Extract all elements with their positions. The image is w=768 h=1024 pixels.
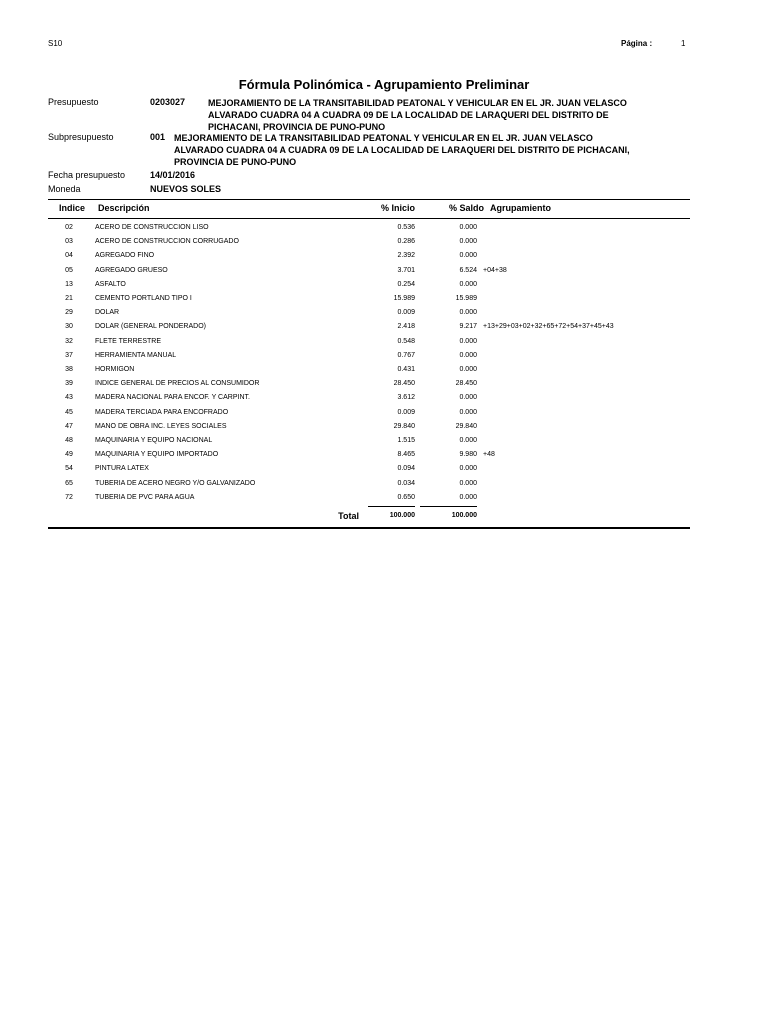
presupuesto-line: MEJORAMIENTO DE LA TRANSITABILIDAD PEATONAL Y VEHICULAR EN EL JR. JUAN VELASCO	[208, 98, 627, 108]
table-row	[0, 437, 768, 451]
row-indice: 32	[65, 337, 73, 345]
row-agrupamiento: +04+38	[483, 266, 507, 274]
row-indice: 47	[65, 422, 73, 430]
row-saldo: 0.000	[459, 337, 477, 345]
table-row	[0, 267, 768, 281]
row-indice: 37	[65, 351, 73, 359]
row-saldo: 28.450	[455, 380, 477, 388]
total-inicio: 100.000	[389, 512, 415, 519]
row-indice: 49	[65, 451, 73, 459]
row-saldo: 0.000	[459, 366, 477, 373]
row-inicio: 0.286	[397, 238, 415, 246]
moneda-value: NUEVOS SOLES	[150, 184, 222, 194]
row-descripcion: AGREGADO FINO	[95, 252, 155, 260]
row-saldo: 29.840	[455, 422, 477, 430]
row-saldo: 0.000	[459, 493, 477, 501]
col-header-inicio: % Inicio	[380, 203, 415, 213]
row-saldo: 0.000	[459, 408, 477, 416]
row-indice: 54	[65, 465, 73, 473]
row-descripcion: MAQUINARIA Y EQUIPO NACIONAL	[95, 437, 213, 444]
row-saldo: 0.000	[459, 465, 477, 473]
row-inicio: 2.392	[397, 252, 415, 260]
table-row	[0, 309, 768, 323]
row-indice: 29	[65, 309, 73, 317]
table-row	[0, 281, 768, 295]
moneda-label: Moneda	[48, 184, 81, 194]
report-title: Fórmula Polinómica - Agrupamiento Preliminar	[238, 77, 530, 92]
row-inicio: 1.515	[397, 437, 415, 444]
col-header-saldo: % Saldo	[448, 203, 484, 213]
row-saldo: 0.000	[459, 351, 477, 359]
row-descripcion: HERRAMIENTA MANUAL	[95, 351, 177, 359]
table-row	[0, 338, 768, 352]
row-indice: 03	[65, 238, 73, 246]
row-indice: 65	[65, 479, 73, 487]
row-descripcion: MADERA TERCIADA PARA ENCOFRADO	[95, 408, 229, 416]
row-descripcion: MANO DE OBRA INC. LEYES SOCIALES	[95, 422, 227, 430]
row-descripcion: MADERA NACIONAL PARA ENCOF. Y CARPINT.	[95, 394, 250, 402]
row-descripcion: HORMIGON	[95, 366, 135, 373]
subpresupuesto-label: Subpresupuesto	[48, 132, 114, 142]
row-inicio: 3.701	[397, 266, 415, 274]
row-saldo: 6.524	[459, 266, 477, 274]
table-row	[0, 409, 768, 423]
total-rule-inicio	[368, 506, 415, 507]
row-indice: 39	[65, 380, 73, 388]
row-inicio: 2.418	[397, 323, 415, 331]
row-inicio: 0.009	[397, 309, 415, 317]
table-row	[0, 423, 768, 437]
table-row	[0, 323, 768, 337]
row-inicio: 15.989	[393, 295, 415, 302]
row-indice: 45	[65, 408, 73, 416]
presupuesto-description	[208, 97, 627, 133]
row-saldo: 0.000	[459, 309, 477, 317]
subpresupuesto-code: 001	[150, 132, 166, 142]
subpresupuesto-description	[174, 132, 630, 168]
row-indice: 38	[65, 366, 73, 373]
subpresupuesto-line: MEJORAMIENTO DE LA TRANSITABILIDAD PEATONAL Y VEHICULAR EN EL JR. JUAN VELASCO	[174, 133, 593, 143]
fecha-value: 14/01/2016	[150, 170, 196, 180]
row-saldo: 9.980	[459, 451, 477, 459]
row-inicio: 0.431	[397, 366, 415, 373]
row-inicio: 0.009	[397, 408, 415, 416]
table-row	[0, 380, 768, 394]
row-descripcion: CEMENTO PORTLAND TIPO I	[95, 295, 192, 302]
row-indice: 05	[65, 266, 73, 274]
table-row	[0, 394, 768, 408]
table-top-rule	[48, 199, 690, 200]
row-descripcion: INDICE GENERAL DE PRECIOS AL CONSUMIDOR	[95, 380, 260, 388]
row-saldo: 0.000	[459, 224, 477, 231]
col-header-agrupamiento: Agrupamiento	[490, 203, 552, 213]
row-descripcion: MAQUINARIA Y EQUIPO IMPORTADO	[95, 451, 219, 459]
presupuesto-label: Presupuesto	[48, 97, 99, 107]
row-indice: 13	[65, 280, 73, 288]
row-saldo: 9.217	[459, 323, 477, 331]
row-descripcion: FLETE TERRESTRE	[95, 337, 161, 345]
row-saldo: 0.000	[459, 394, 477, 402]
row-inicio: 8.465	[397, 451, 415, 459]
total-label: Total	[338, 511, 359, 521]
table-row	[0, 295, 768, 309]
row-descripcion: TUBERIA DE ACERO NEGRO Y/O GALVANIZADO	[95, 479, 256, 487]
page-label: Página :	[621, 39, 653, 48]
row-indice: 30	[65, 323, 73, 331]
row-descripcion: DOLAR	[95, 309, 120, 317]
table-row	[0, 465, 768, 479]
col-header-descripcion: Descripción	[98, 203, 150, 213]
row-descripcion: PINTURA LATEX	[95, 465, 149, 473]
row-descripcion: DOLAR (GENERAL PONDERADO)	[95, 323, 206, 331]
row-inicio: 0.034	[397, 479, 415, 487]
row-inicio: 0.767	[397, 351, 415, 359]
table-row	[0, 252, 768, 266]
row-inicio: 3.612	[397, 394, 415, 402]
row-inicio: 0.650	[397, 493, 415, 501]
table-header-rule	[48, 218, 690, 219]
row-descripcion: TUBERIA DE PVC PARA AGUA	[95, 493, 195, 501]
col-header-indice: Indice	[59, 203, 86, 213]
row-indice: 43	[65, 394, 73, 402]
page-number: 1	[681, 39, 686, 48]
row-saldo: 0.000	[459, 479, 477, 487]
table-bottom-rule	[48, 527, 690, 529]
table-row	[0, 480, 768, 494]
row-saldo: 15.989	[455, 295, 477, 302]
row-saldo: 0.000	[459, 252, 477, 260]
row-agrupamiento: +48	[483, 451, 495, 459]
table-row	[0, 238, 768, 252]
row-inicio: 0.254	[397, 280, 415, 288]
row-inicio: 29.840	[393, 422, 415, 430]
row-indice: 72	[65, 493, 73, 501]
row-inicio: 0.094	[397, 465, 415, 473]
table-row	[0, 224, 768, 238]
table-row	[0, 366, 768, 380]
row-indice: 02	[65, 224, 73, 231]
row-saldo: 0.000	[459, 238, 477, 246]
row-agrupamiento: +13+29+03+02+32+65+72+54+37+45+43	[483, 323, 614, 331]
row-saldo: 0.000	[459, 280, 477, 288]
row-indice: 21	[65, 295, 73, 302]
row-inicio: 0.536	[397, 224, 415, 231]
row-inicio: 0.548	[397, 337, 415, 345]
table-row	[0, 451, 768, 465]
row-descripcion: ACERO DE CONSTRUCCION LISO	[95, 224, 209, 231]
table-row	[0, 352, 768, 366]
row-descripcion: AGREGADO GRUESO	[95, 266, 168, 274]
subpresupuesto-line: ALVARADO CUADRA 04 A CUADRA 09 DE LA LOCALIDAD DE LARAQUERI DEL DISTRITO DE PICHACANI,	[174, 145, 630, 155]
row-indice: 04	[65, 252, 73, 260]
row-indice: 48	[65, 437, 73, 444]
report-code: S10	[48, 39, 63, 48]
subpresupuesto-line: PROVINCIA DE PUNO-PUNO	[174, 157, 297, 167]
total-saldo: 100.000	[451, 512, 477, 519]
row-saldo: 0.000	[459, 437, 477, 444]
presupuesto-line: ALVARADO CUADRA 04 A CUADRA 09 DE LA LOCALIDAD DE LARAQUERI DEL DISTRITO DE	[208, 110, 609, 120]
fecha-label: Fecha presupuesto	[48, 170, 126, 180]
total-rule-saldo	[420, 506, 477, 507]
row-descripcion: ASFALTO	[95, 280, 126, 288]
presupuesto-line: PICHACANI, PROVINCIA DE PUNO-PUNO	[208, 122, 386, 132]
row-descripcion: ACERO DE CONSTRUCCION CORRUGADO	[95, 238, 239, 246]
presupuesto-code: 0203027	[150, 97, 186, 107]
row-inicio: 28.450	[393, 380, 415, 388]
